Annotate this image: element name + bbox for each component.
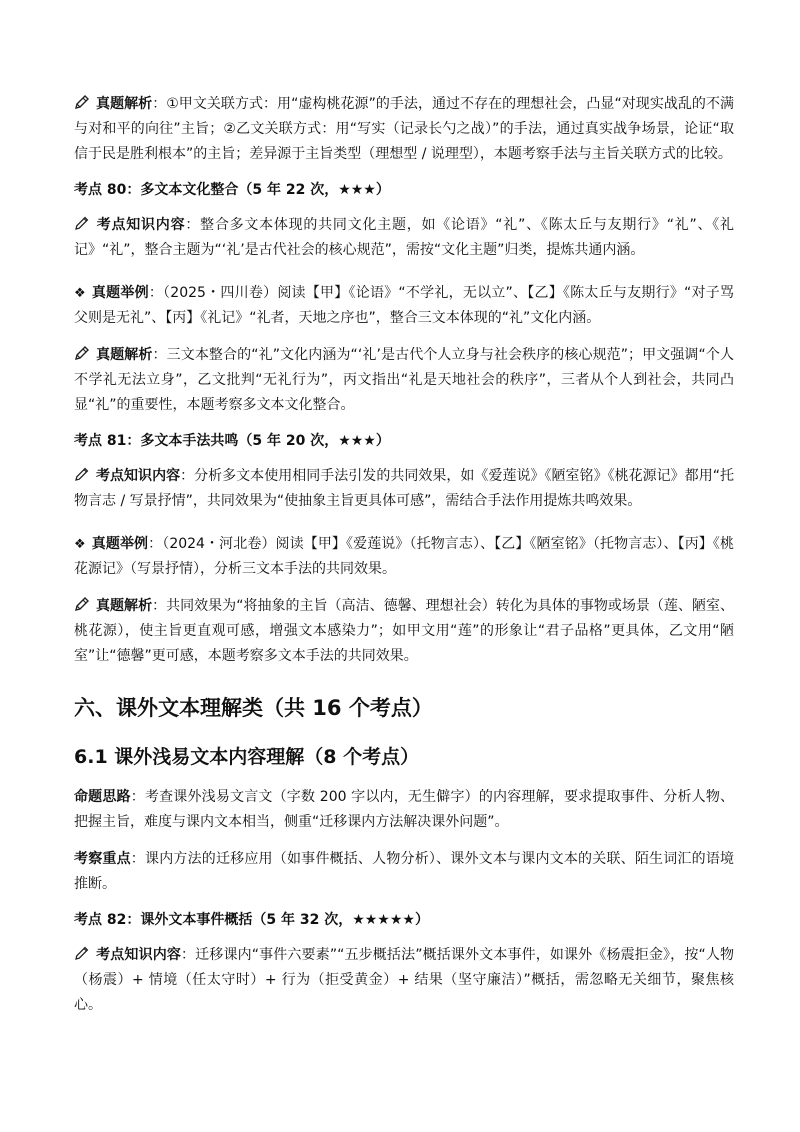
knowledge-point-title: 考点 80：多文本文化整合（5 年 22 次，★★★） [74, 182, 390, 198]
knowledge-content-paragraph [74, 943, 734, 1018]
pencil-ruler-icon [74, 596, 90, 612]
focus-points-label: 考察重点 [74, 851, 131, 867]
analysis-label: 真题解析 [96, 347, 153, 363]
diamond-icon: ❖ [74, 286, 86, 301]
document-page [74, 92, 734, 1030]
section-heading: 六、课外文本理解类（共 16 个考点） [74, 696, 433, 720]
focus-points-text: ：课内方法的迁移应用（如事件概括、人物分析）、课外文本与课内文本的关联、陌生词汇的语境推断。 [74, 851, 735, 892]
knowledge-point-title: 考点 81：多文本手法共鸣（5 年 20 次，★★★） [74, 433, 390, 449]
knowledge-point-title: 考点 82：课外文本事件概括（5 年 32 次，★★★★★） [74, 912, 429, 928]
design-idea-paragraph [74, 785, 734, 835]
exam-example-paragraph [74, 532, 734, 582]
pencil-icon [74, 466, 90, 482]
analysis-text: ：共同效果为“将抽象的主旨（高洁、德馨、理想社会）转化为具体的事物或场景（莲、陋室、桃花源），使主旨更直观可感，增强文本感染力”；如甲文用“莲”的形象让“君子品格”更具体，乙文用“陋室”让“德馨”更可感，本题考察多文本手法的共同效果。 [74, 598, 734, 664]
subsection-heading: 6.1 课外浅易文本内容理解（8 个考点） [74, 746, 420, 768]
analysis-label: 真题解析 [96, 96, 153, 112]
analysis-paragraph [74, 594, 734, 669]
analysis-text: ：三文本整合的“礼”文化内涵为“‘礼’是古代个人立身与社会秩序的核心规范”；甲文强调“个人不学礼无法立身”，乙文批判“无礼行为”，丙文指出“礼是天地社会的秩序”，三者从个人到社会，共同凸显“礼”的重要性，本题考察多文本文化整合。 [74, 347, 734, 413]
knowledge-content-text: ：迁移课内“事件六要素”“五步概括法”概括课外文本事件，如课外《杨震拒金》，按“人物（杨震）+ 情境（任太守时）+ 行为（拒受黄金）+ 结果（坚守廉洁）”概括，需忽略无关细节，聚焦核心。 [74, 947, 735, 1013]
pencil-icon [74, 215, 90, 231]
analysis-paragraph [74, 343, 734, 418]
design-idea-text: ：考查课外浅易文言文（字数 200 字以内，无生僻字）的内容理解，要求提取事件、分析人物、把握主旨，难度与课内文本相当，侧重“迁移课内方法解决课外问题”。 [74, 789, 735, 830]
knowledge-content-label: 考点知识内容 [96, 468, 181, 484]
exam-example-label: 真题举例 [91, 285, 149, 301]
knowledge-content-text: ：分析多文本使用相同手法引发的共同效果，如《爱莲说》《陋室铭》《桃花源记》都用“托物言志 / 写景抒情”，共同效果为“使抽象主旨更具体可感”，需结合手法作用提炼共鸣效果。 [74, 468, 734, 509]
knowledge-content-paragraph [74, 464, 734, 514]
design-idea-label: 命题思路 [74, 789, 131, 805]
pencil-ruler-icon [74, 94, 90, 110]
pencil-ruler-icon [74, 345, 90, 361]
analysis-paragraph [74, 92, 734, 167]
knowledge-content-label: 考点知识内容 [96, 947, 182, 963]
analysis-text: ：①甲文关联方式：用“虚构桃花源”的手法，通过不存在的理想社会，凸显“对现实战乱的不满与对和平的向往”主旨；②乙文关联方式：用“写实（记录长勺之战）”的手法，通过真实战争场景，论证“取信于民是胜利根本”的主旨；差异源于主旨类型（理想型 / 说理型），本题考察手法与主旨关联方式的比较。 [74, 96, 735, 162]
exam-example-paragraph [74, 281, 734, 331]
exam-example-text: ：（2024・河北卷）阅读【甲】《爱莲说》（托物言志）、【乙】《陋室铭》（托物言志）、【丙】《桃花源记》（写景抒情），分析三文本手法的共同效果。 [74, 536, 734, 577]
knowledge-content-paragraph [74, 213, 734, 263]
analysis-label: 真题解析 [96, 598, 153, 614]
exam-example-label: 真题举例 [91, 536, 149, 552]
exam-example-text: ：（2025・四川卷）阅读【甲】《论语》“不学礼，无以立”、【乙】《陈太丘与友期行》“对子骂父则是无礼”、【丙】《礼记》“礼者，天地之序也”，整合三文本体现的“礼”文化内涵。 [74, 285, 735, 326]
knowledge-content-label: 考点知识内容 [96, 217, 186, 233]
pencil-icon [74, 945, 90, 961]
diamond-icon: ❖ [74, 537, 86, 552]
knowledge-content-text: ：整合多文本体现的共同文化主题，如《论语》“礼”、《陈太丘与友期行》“礼”、《礼记》“礼”，整合主题为“‘礼’是古代社会的核心规范”，需按“文化主题”归类，提炼共通内涵。 [74, 217, 734, 258]
focus-points-paragraph [74, 847, 734, 897]
